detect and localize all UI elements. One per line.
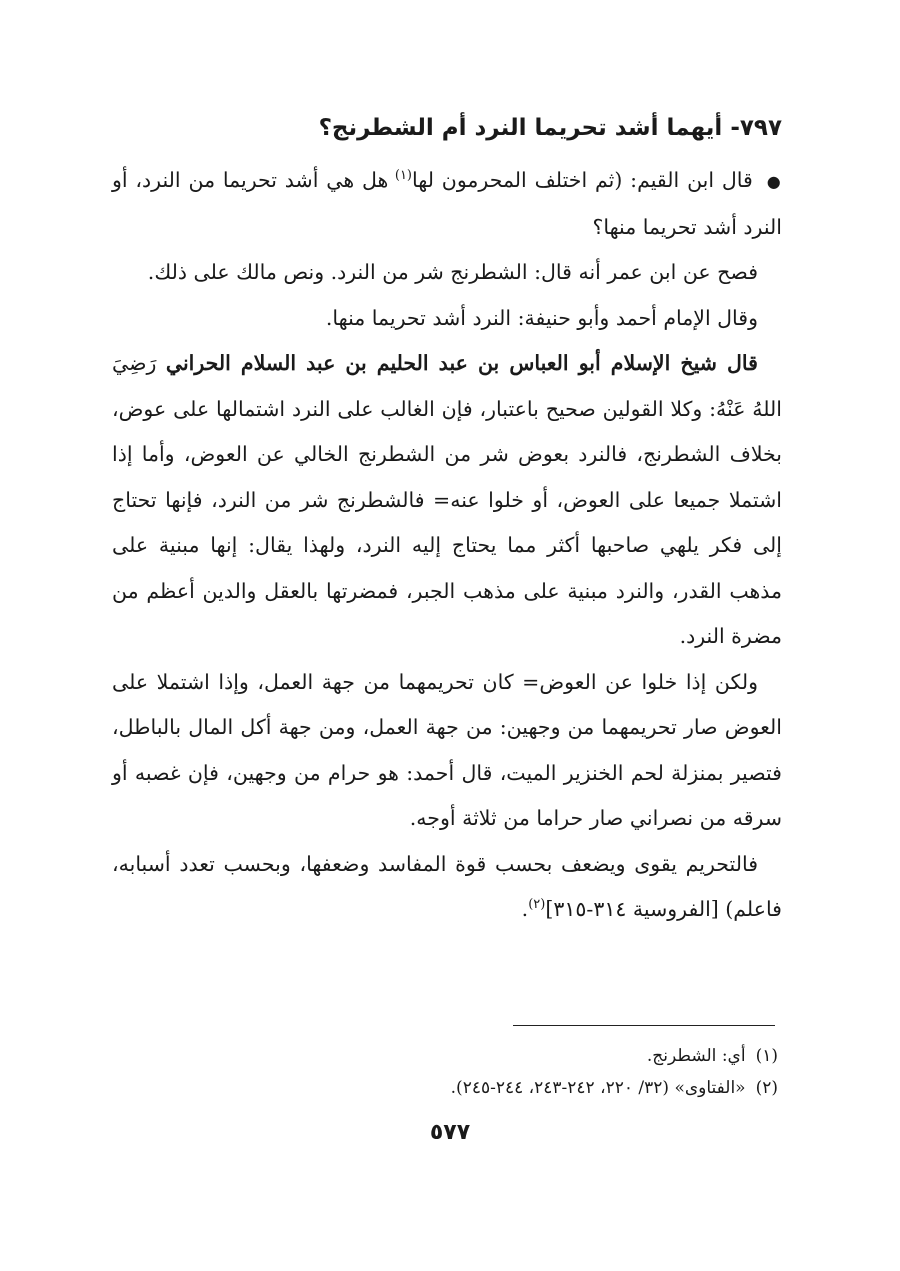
footnote-2 [112,1072,778,1104]
paragraph-text: فالتحريم يقوى ويضعف بحسب قوة المفاسد وضعفها، وبحسب تعدد أسبابه، فاعلم) [الفروسية ٣١٤-٣١٥] [112,851,782,921]
paragraph-text: وقال الإمام أحمد وأبو حنيفة: النرد أشد تحريما منها. [325,305,758,330]
paragraph-text: رَضِيَ اللهُ عَنْهُ: وكلا القولين صحيح باعتبار، فإن الغالب على النرد اشتمالها على عوض، بخلاف الشطرنج، فالنرد بعوض شر من الشطرنج الخالي عن العوض، وأما إذا اشتملا جميعا على العوض، أو خلوا عنه= فالشطرنج شر من النرد، فإنها تحتاج إلى فكر يلهي صاحبها أكثر مما يحتاج إليه النرد، ولهذا يقال: إنها مبنية على مذهب القدر، والنرد مبنية على مذهب الجبر، فمضرتها بالعقل والدين أعظم من مضرة النرد. [112,351,782,648]
page-number: ٥٧٧ [429,1120,471,1145]
footnote-divider [513,1025,775,1026]
paragraph-text: ولكن إذا خلوا عن العوض= كان تحريمهما من جهة العمل، وإذا اشتملا على العوض صار تحريمهما من وجهين: من جهة العمل، ومن جهة أكل المال بالباطل، فتصير بمنزلة لحم الخنزير الميت، قال أحمد: هو حرام من وجهين، فإن غصبه أو سرقه من نصراني صار حراما من ثلاثة أوجه. [112,669,782,830]
bullet-icon: ● [766,172,782,191]
question-heading: ٧٩٧- أيهما أشد تحريما النرد أم الشطرنج؟ [318,115,782,141]
footnote-number: (١) [755,1046,778,1066]
paragraph-ibn-qayyim [112,158,782,250]
paragraph-text: . [521,897,529,921]
paragraph-conclusion [112,842,782,933]
scholar-name: قال شيخ الإسلام أبو العباس بن عبد الحليم بن عبد السلام الحراني [165,351,758,375]
paragraph-ibn-umar [112,250,782,296]
paragraph-compensation [112,660,782,842]
footnote-1 [112,1040,778,1072]
footnote-ref-1[interactable]: (١) [394,168,412,184]
page-body [112,108,782,933]
paragraph-ibn-taymiyya [112,341,782,660]
footnote-number: (٢) [755,1078,778,1098]
footnote-ref-2[interactable]: (٢) [528,897,546,913]
paragraph-text: هل هي أشد تحريما من النرد، أو النرد أشد تحريما منها؟ [112,168,782,239]
paragraph-ahmad [112,296,782,342]
paragraph-text: قال ابن القيم: (ثم اختلف المحرمون لها [412,168,753,192]
footnotes [112,1040,778,1104]
footnote-text: «الفتاوى» (٣٢/ ٢٢٠، ٢٤٢-٢٤٣، ٢٤٤-٢٤٥). [450,1078,746,1098]
paragraph-text: فصح عن ابن عمر أنه قال: الشطرنج شر من النرد. ونص مالك على ذلك. [147,260,758,284]
footnote-text: أي: الشطرنج. [646,1046,746,1066]
